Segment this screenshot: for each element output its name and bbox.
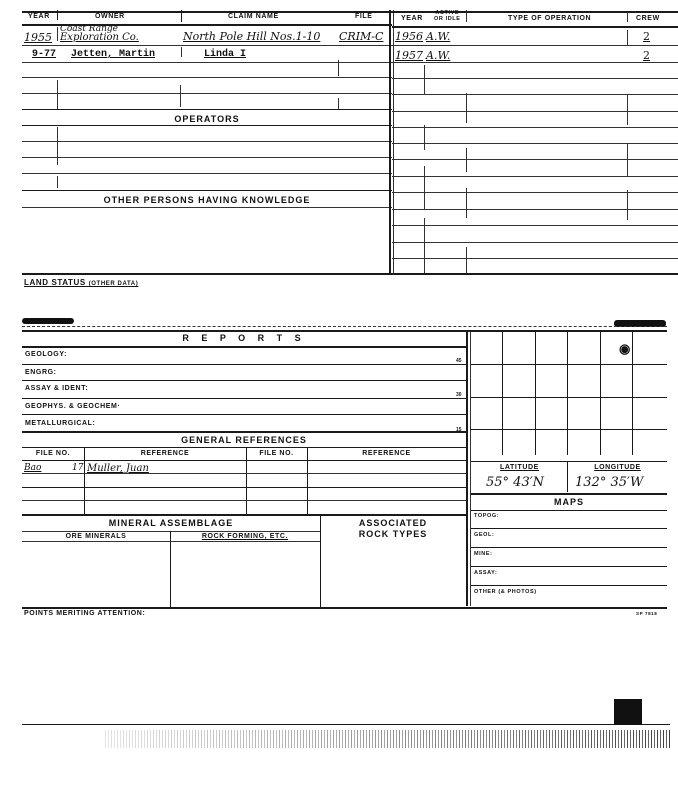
divider (181, 10, 182, 22)
divider (57, 80, 58, 110)
separator (22, 326, 667, 327)
row-rule (22, 431, 466, 433)
map-topog-label: TOPOG: (474, 513, 500, 519)
row-rule (392, 111, 678, 112)
row-rule (22, 398, 466, 399)
claim-file: CRIM-C (339, 30, 384, 43)
row-rule (392, 209, 678, 210)
claim-owner: Jetten, Martin (71, 49, 156, 60)
associated-line2: ROCK TYPES (358, 529, 428, 539)
header-file: FILE (355, 13, 373, 20)
scan-edge-line (22, 724, 670, 725)
mineral-assemblage-heading: MINERAL ASSEMBLAGE (108, 518, 234, 528)
grid-row (471, 461, 667, 462)
grid-row (471, 397, 667, 398)
claim-owner-line1: Coast Range (60, 24, 118, 34)
divider (424, 125, 425, 150)
divider (57, 176, 58, 188)
header-reference: REFERENCE (140, 450, 190, 457)
divider (424, 166, 425, 210)
divider (466, 247, 467, 273)
points-meriting-label: POINTS MERITING ATTENTION: (24, 610, 146, 617)
grid-row (471, 429, 667, 430)
header-claim-name: CLAIM NAME (228, 13, 279, 20)
row-rule (22, 141, 392, 142)
margin-number: 15 (456, 427, 462, 433)
row-rule (22, 500, 466, 501)
divider (627, 190, 628, 220)
scan-noise-band (105, 730, 670, 748)
row-rule (22, 125, 392, 126)
row-rule (471, 566, 667, 567)
map-assay-label: ASSAY: (474, 570, 498, 576)
report-metallurgical-label: METALLURGICAL: (25, 420, 96, 427)
row-rule (471, 547, 667, 548)
header-year: YEAR (401, 15, 423, 22)
row-rule (22, 45, 392, 46)
row-rule (22, 173, 392, 174)
report-engrg-label: ENGRG: (25, 369, 57, 376)
row-rule (392, 45, 678, 46)
header-crew: CREW (636, 15, 660, 22)
divider (466, 10, 467, 22)
row-rule (471, 528, 667, 529)
row-rule (392, 62, 678, 63)
divider (180, 85, 181, 107)
activity-year: 1957 (395, 49, 423, 62)
report-geophys-label: GEOPHYS. & GEOCHEM· (25, 403, 121, 410)
row-rule (22, 346, 466, 348)
divider (181, 47, 182, 57)
form-code: SP 7818 (636, 611, 658, 616)
col-divider (84, 447, 85, 514)
margin-number: 45 (456, 358, 462, 364)
report-geology-label: GEOLOGY: (25, 351, 68, 358)
claim-name: North Pole Hill Nos.1-10 (183, 30, 321, 43)
ore-minerals-heading: ORE MINERALS (65, 533, 127, 540)
activity-crew: 2 (643, 49, 650, 62)
grid-col (567, 331, 568, 455)
activity-status: A.W. (426, 30, 451, 43)
latitude-value: 55° 43′N (486, 475, 545, 490)
row-rule (22, 380, 466, 381)
reports-top-rule (22, 330, 667, 332)
associated-rock-types-heading (320, 518, 466, 540)
reference-file-no: Bao (24, 463, 42, 473)
center-divider (389, 10, 391, 275)
row-rule (471, 510, 667, 511)
row-rule (22, 157, 392, 158)
col-divider (246, 447, 247, 514)
section-bottom-rule (22, 273, 678, 275)
reference-text: Muller, Juan (87, 463, 149, 474)
header-reference: REFERENCE (362, 450, 411, 457)
row-rule (392, 127, 678, 128)
map-geol-label: GEOL: (474, 532, 495, 538)
divider (627, 143, 628, 177)
divider (466, 93, 467, 123)
divider (627, 30, 628, 46)
row-rule (22, 364, 466, 365)
tape-mark-left (22, 318, 74, 324)
land-status-label (24, 278, 138, 287)
grid-col (535, 331, 536, 455)
header-active: ACTIVE (435, 10, 460, 16)
activity-year: 1956 (395, 30, 423, 43)
row-rule (22, 514, 466, 516)
claim-year: 1955 (24, 31, 52, 44)
divider (57, 127, 58, 165)
row-rule (22, 473, 466, 474)
header-file-no: FILE NO. (259, 450, 294, 457)
row-rule (22, 109, 392, 110)
reference-file-no-suffix: 17 (72, 463, 84, 473)
row-rule (392, 258, 678, 259)
col-divider (307, 447, 308, 514)
row-rule (392, 78, 678, 79)
margin-number: 30 (456, 392, 462, 398)
row-rule (471, 493, 667, 495)
divider (466, 148, 467, 172)
top-border (22, 11, 392, 13)
map-other-label: OTHER (& PHOTOS) (474, 589, 537, 595)
divider (57, 10, 58, 20)
row-rule (22, 531, 320, 532)
header-owner: OWNER (95, 13, 125, 20)
latitude-label: LATITUDE (500, 464, 539, 471)
row-rule (392, 225, 678, 226)
scan-artifact-block (614, 699, 642, 725)
row-rule (22, 93, 392, 94)
land-status-title: LAND STATUS (24, 278, 86, 287)
activity-status: A.W. (426, 49, 451, 62)
location-marker-icon: ◉ (619, 341, 631, 356)
row-rule (22, 487, 466, 488)
divider (57, 27, 58, 41)
activity-crew: 2 (643, 30, 650, 43)
rock-forming-heading: ROCK FORMING, ETC. (201, 533, 289, 540)
divider (424, 218, 425, 273)
section-bottom-rule (22, 607, 667, 609)
header-type-of-operation: TYPE OF OPERATION (508, 15, 592, 22)
row-rule (22, 447, 466, 448)
row-rule (22, 77, 392, 78)
row-rule (392, 94, 678, 95)
longitude-label: LONGITUDE (594, 464, 641, 471)
row-rule (471, 585, 667, 586)
row-rule (22, 190, 392, 191)
header-active-or-idle (434, 10, 461, 22)
col-divider (170, 531, 171, 607)
header-or-idle: OR IDLE (434, 16, 461, 22)
header-rule (392, 26, 678, 28)
row-rule (392, 242, 678, 243)
divider (627, 95, 628, 125)
grid-row (471, 364, 667, 365)
row-rule (392, 143, 678, 144)
operators-heading: OPERATORS (174, 114, 240, 124)
row-rule (22, 62, 392, 63)
report-assay-label: ASSAY & IDENT: (25, 385, 89, 392)
claim-owner-line2: Exploration Co. (60, 32, 139, 43)
grid-col (632, 331, 633, 455)
map-mine-label: MINE: (474, 551, 493, 557)
general-references-heading: GENERAL REFERENCES (181, 435, 307, 445)
other-persons-heading: OTHER PERSONS HAVING KNOWLEDGE (103, 195, 311, 205)
grid-col (502, 331, 503, 455)
reports-right-border (466, 331, 468, 606)
row-rule (392, 176, 678, 177)
header-file-no: FILE NO. (35, 450, 71, 457)
reports-heading: R E P O R T S (182, 333, 306, 343)
claim-name: Linda I (204, 49, 247, 60)
grid-col (600, 331, 601, 455)
row-rule (22, 414, 466, 415)
row-rule (22, 207, 392, 208)
header-year: YEAR (28, 13, 50, 20)
claim-year: 9-77 (32, 49, 57, 60)
row-rule (392, 159, 678, 160)
maps-heading: MAPS (553, 497, 584, 507)
associated-line1: ASSOCIATED (358, 518, 428, 528)
row-rule (392, 192, 678, 193)
land-status-subtitle: (OTHER DATA) (88, 281, 139, 287)
longitude-value: 132° 35′W (575, 475, 644, 490)
divider (424, 65, 425, 95)
divider (627, 12, 628, 22)
row-rule (22, 460, 466, 461)
row-rule (22, 541, 320, 542)
divider (338, 60, 339, 76)
